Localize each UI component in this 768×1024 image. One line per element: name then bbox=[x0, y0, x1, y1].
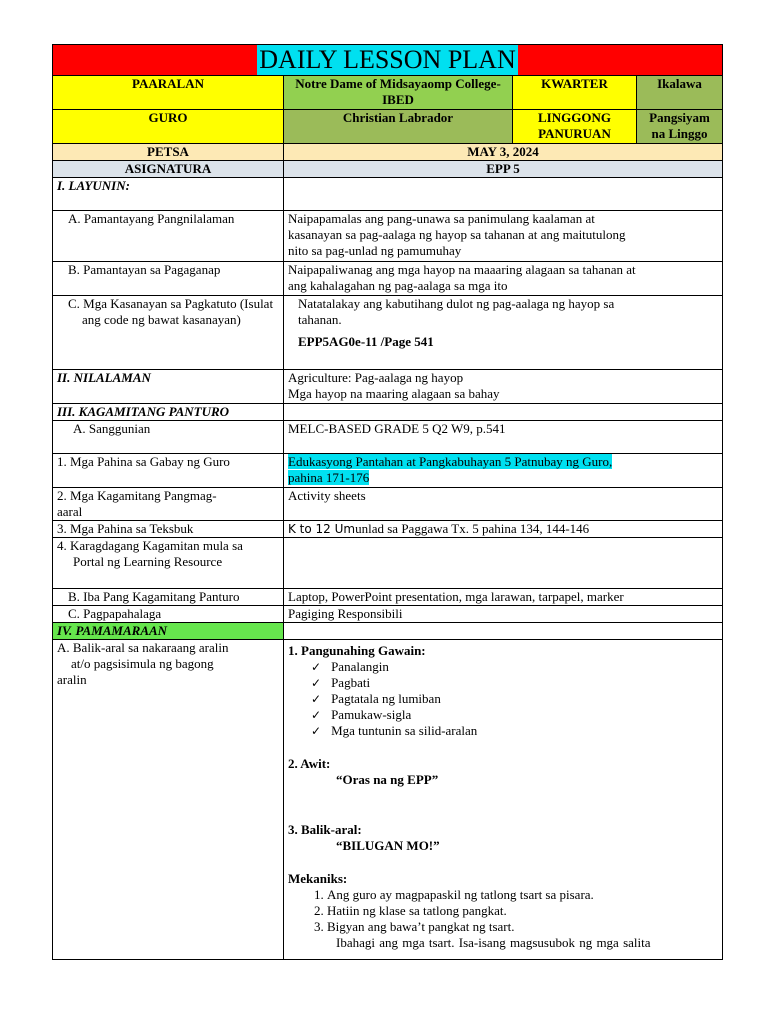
pamantayan-sa-pagaganap-label: B. Pamantayan sa Pagaganap bbox=[53, 262, 284, 296]
kagamitan-heading: III. KAGAMITANG PANTURO bbox=[53, 404, 284, 421]
text-line: nito sa pag-unlad ng pamumuhay bbox=[288, 243, 462, 258]
karagdagang-kagamitan-label bbox=[53, 538, 284, 589]
text-line: at/o pagsisimula ng bagong bbox=[71, 656, 214, 671]
kagamitang-pangmag-aaral-label bbox=[53, 488, 284, 521]
text-line: 4. Karagdagang Kagamitan mula sa bbox=[57, 538, 243, 553]
list-item: 3. Bigyan ang bawa’t pangkat ng tsart. bbox=[327, 919, 718, 935]
mekaniks-heading: Mekaniks: bbox=[288, 871, 348, 886]
pagpapahalaga-value: Pagiging Responsibili bbox=[284, 606, 723, 623]
petsa-label: PETSA bbox=[53, 144, 284, 161]
gabay-guro-label: 1. Mga Pahina sa Gabay ng Guro bbox=[53, 454, 284, 488]
text-line: A. Balik-aral sa nakaraang aralin bbox=[57, 640, 229, 655]
highlighted-text: pahina 171-176 bbox=[288, 470, 370, 485]
pagpapahalaga-label: C. Pagpapahalaga bbox=[53, 606, 284, 623]
petsa-value: MAY 3, 2024 bbox=[284, 144, 723, 161]
lesson-plan-table bbox=[52, 44, 723, 960]
pamamaraan-heading: IV. PAMAMARAAN bbox=[53, 623, 284, 640]
pamamaraan-content bbox=[284, 640, 723, 960]
gawain-heading: 1. Pangunahing Gawain: bbox=[288, 643, 426, 658]
text-line: Natatalakay ang kabutihang dulot ng pag-aalaga ng hayop sa bbox=[298, 296, 615, 311]
kasanayan-code: EPP5AG0e-11 /Page 541 bbox=[298, 334, 434, 349]
text-line: Mga hayop na maaring alagaan sa bahay bbox=[288, 386, 500, 401]
pamantayang-pangnilalaman-label: A. Pamantayang Pangnilalaman bbox=[53, 211, 284, 262]
balik-aral-heading: 3. Balik-aral: bbox=[288, 822, 362, 837]
kwarter-value: Ikalawa bbox=[637, 76, 723, 110]
asignatura-label: ASIGNATURA bbox=[53, 161, 284, 178]
teksbuk-value bbox=[284, 521, 723, 538]
kasanayan-label bbox=[53, 296, 284, 370]
kagamitan-heading-row bbox=[53, 404, 723, 421]
text-line: aaral bbox=[57, 504, 83, 519]
text-line: Portal ng Learning Resource bbox=[73, 554, 223, 569]
asignatura-value: EPP 5 bbox=[284, 161, 723, 178]
guro-row bbox=[53, 110, 723, 144]
text-line: kasanayan sa pag-aalaga ng hayop sa tahanan at ang maitutulong bbox=[288, 227, 626, 242]
paaralan-row bbox=[53, 76, 723, 110]
text-line: C. Mga Kasanayan sa Pagkatuto (Isulat bbox=[68, 296, 274, 311]
balik-aral-title: “BILUGAN MO!” bbox=[336, 838, 440, 853]
kasanayan-row bbox=[53, 296, 723, 370]
nilalaman-value bbox=[284, 370, 723, 404]
asignatura-row bbox=[53, 161, 723, 178]
highlighted-text: Edukasyong Pantahan at Pangkabuhayan 5 Patnubay ng Guro, bbox=[288, 454, 613, 469]
text-line: Agriculture: Pag-aalaga ng hayop bbox=[288, 370, 464, 385]
title-row bbox=[53, 45, 723, 76]
nilalaman-heading: II. NILALAMAN bbox=[53, 370, 284, 404]
text-line: Naipapaliwanag ang mga hayop na maaaring alagaan sa tahanan at bbox=[288, 262, 636, 277]
kwarter-label: KWARTER bbox=[513, 76, 637, 110]
linggo-value-line-2: na Linggo bbox=[651, 126, 708, 141]
pamamaraan-heading-row bbox=[53, 623, 723, 640]
teksbuk-label: 3. Mga Pahina sa Teksbuk bbox=[53, 521, 284, 538]
list-item: ✓ Panalangin bbox=[311, 659, 718, 675]
iba-pang-kagamitan-label: B. Iba Pang Kagamitang Panturo bbox=[53, 589, 284, 606]
linggo-value bbox=[637, 110, 723, 144]
balik-aral-row bbox=[53, 640, 723, 960]
layunin-heading-row bbox=[53, 178, 723, 211]
list-item: 1. Ang guro ay magpapaskil ng tatlong tsart sa pisara. bbox=[327, 887, 718, 903]
guro-label: GURO bbox=[53, 110, 284, 144]
paaralan-label: PAARALAN bbox=[53, 76, 284, 110]
pamantayang-pangnilalaman-row bbox=[53, 211, 723, 262]
text-line: Naipapamalas ang pang-unawa sa panimulang kaalaman at bbox=[288, 211, 595, 226]
pamantayang-pangnilalaman-value bbox=[284, 211, 723, 262]
text-line: ang kahalagahan ng pag-aalaga sa mga ito bbox=[288, 278, 508, 293]
kagamitang-pangmag-aaral-value: Activity sheets bbox=[284, 488, 723, 521]
list-item: ✓ Pagtatala ng lumiban bbox=[311, 691, 718, 707]
sanggunian-label: A. Sanggunian bbox=[53, 421, 284, 454]
pamantayan-sa-pagaganap-value bbox=[284, 262, 723, 296]
text-line: ang code ng bawat kasanayan) bbox=[82, 312, 241, 327]
text-fragment: unlad sa Paggawa Tx. 5 pahina 134, 144-146 bbox=[355, 521, 590, 536]
list-item: 2. Hatiin ng klase sa tatlong pangkat. bbox=[327, 903, 718, 919]
page-title: DAILY LESSON PLAN bbox=[259, 45, 516, 74]
teksbuk-row bbox=[53, 521, 723, 538]
gabay-guro-value bbox=[284, 454, 723, 488]
iba-pang-kagamitan-row bbox=[53, 589, 723, 606]
linggo-label bbox=[513, 110, 637, 144]
layunin-heading: I. LAYUNIN: bbox=[53, 178, 284, 211]
linggo-value-line-1: Pangsiyam bbox=[649, 110, 710, 125]
gawain-list bbox=[288, 659, 718, 739]
karagdagang-kagamitan-row bbox=[53, 538, 723, 589]
sanggunian-row bbox=[53, 421, 723, 454]
sanggunian-value: MELC-BASED GRADE 5 Q2 W9, p.541 bbox=[284, 421, 723, 454]
linggo-label-line-2: PANURUAN bbox=[538, 126, 611, 141]
pamantayan-sa-pagaganap-row bbox=[53, 262, 723, 296]
kagamitang-pangmag-aaral-row bbox=[53, 488, 723, 521]
guro-value: Christian Labrador bbox=[284, 110, 513, 144]
gabay-guro-row bbox=[53, 454, 723, 488]
mekaniks-continuation: Ibahagi ang mga tsart. Isa-isang magsusubok ng mga salita bbox=[336, 935, 651, 950]
mekaniks-list bbox=[288, 887, 718, 935]
list-item: ✓ Pamukaw-sigla bbox=[311, 707, 718, 723]
text-line: tahanan. bbox=[298, 312, 342, 327]
iba-pang-kagamitan-value: Laptop, PowerPoint presentation, mga larawan, tarpapel, marker bbox=[284, 589, 723, 606]
list-item: ✓ Mga tuntunin sa silid-aralan bbox=[311, 723, 718, 739]
balik-aral-label bbox=[53, 640, 284, 960]
petsa-row bbox=[53, 144, 723, 161]
awit-title: “Oras na ng EPP” bbox=[336, 772, 439, 787]
awit-heading: 2. Awit: bbox=[288, 756, 331, 771]
paaralan-value: Notre Dame of Midsayaomp College-IBED bbox=[284, 76, 513, 110]
text-line: 2. Mga Kagamitang Pangmag- bbox=[57, 488, 217, 503]
kasanayan-value bbox=[284, 296, 723, 370]
linggo-label-line-1: LINGGONG bbox=[538, 110, 611, 125]
text-fragment: K to 12 Um bbox=[288, 522, 356, 536]
list-item: ✓ Pagbati bbox=[311, 675, 718, 691]
nilalaman-row bbox=[53, 370, 723, 404]
pagpapahalaga-row bbox=[53, 606, 723, 623]
text-line: aralin bbox=[57, 672, 87, 687]
